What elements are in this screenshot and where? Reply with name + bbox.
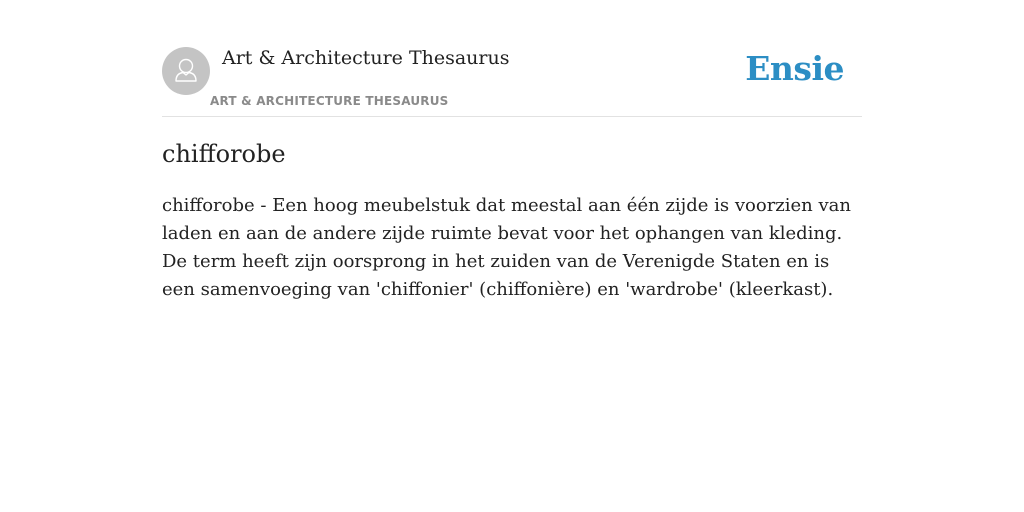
term-title: chifforobe: [162, 140, 286, 168]
ensie-logo[interactable]: Ensie: [745, 49, 844, 88]
header: [162, 0, 862, 117]
user-icon: [162, 47, 210, 95]
author-avatar[interactable]: [162, 47, 210, 95]
author-name-link[interactable]: Art & Architecture Thesaurus: [222, 47, 510, 69]
source-label-link[interactable]: ART & ARCHITECTURE THESAURUS: [210, 94, 449, 108]
term-definition: chifforobe - Een hoog meubelstuk dat meestal aan één zijde is voorzien van laden en aan de andere zijde ruimte bevat voor het ophangen van kleding. De term heeft zijn oorsprong in het zuiden van de Verenigde Staten en is een samenvoeging van 'chiffonier' (chiffonière) en 'wardrobe' (kleerkast).: [162, 195, 851, 300]
page-container: [162, 0, 862, 300]
